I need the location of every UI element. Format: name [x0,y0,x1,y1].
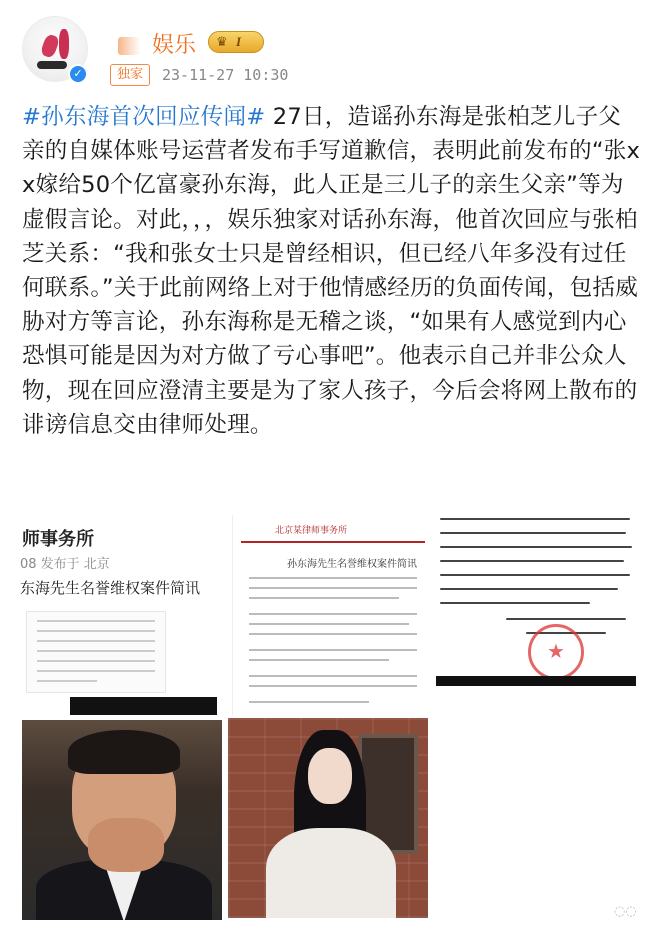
avatar-art [37,61,67,69]
redaction-bar [70,697,217,715]
image-document-2[interactable] [232,515,432,715]
photo-woman[interactable] [228,718,428,918]
post-header [0,0,660,95]
doc-letterhead [241,523,425,543]
image-document-1[interactable] [10,515,217,715]
photo-man[interactable] [22,720,222,920]
user-name-text: 娱乐 [152,32,197,57]
level-text: I [236,34,242,49]
post-body: 27日，造谣孙东海是张柏芝儿子父亲的自媒体账号运营者发布手写道歉信，表明此前发布的“张xx嫁给50个亿富豪孙东海，此人正是三儿子的亲生父亲”等为虚假言论。对此，，，娱乐独家对话孙东海，他首次回应与张柏芝关系：“我和张女士只是曾经相识，但已经八年多没有过任何联系。”关于此前网络上对于他情感经历的负面传闻，包括威胁对方等言论，孙东海称是无稽之谈，“如果有人感觉到内心恐惧可能是因为对方做了亏心事吧”。他表示自己并非公众人物，现在回应澄清主要是为了家人孩子，今后会将网上散布的诽谤信息交由律师处理。 [22,104,641,438]
name-redaction [118,37,150,55]
post-time: 23-11-27 10:30 [162,66,289,84]
post-text [22,100,642,442]
doc-meta: 08 发布于 北京 [20,557,110,572]
avatar-art [59,29,69,59]
exclusive-tag: 独家 [110,64,150,86]
letterhead-text: 北京某律师事务所 [275,526,348,536]
doc-firm-name: 师事务所 [22,529,94,550]
doc-paper [26,611,166,693]
avatar-art [40,33,61,58]
doc-title: 孙东海先生名誉维权案件简讯 [287,559,417,570]
doc-title: 东海先生名誉维权案件简讯 [20,579,201,597]
seal-stamp [528,624,584,680]
user-name[interactable] [118,28,196,59]
watermark: ◌◌ [614,904,637,919]
verified-badge-icon: ✓ [68,64,88,84]
hashtag-link[interactable]: #孙东海首次回应传闻# [22,104,266,130]
level-badge[interactable] [208,31,264,53]
redaction-bar [436,676,636,686]
crown-icon: ♛ [216,35,228,50]
image-handwritten-letter[interactable] [436,506,636,686]
